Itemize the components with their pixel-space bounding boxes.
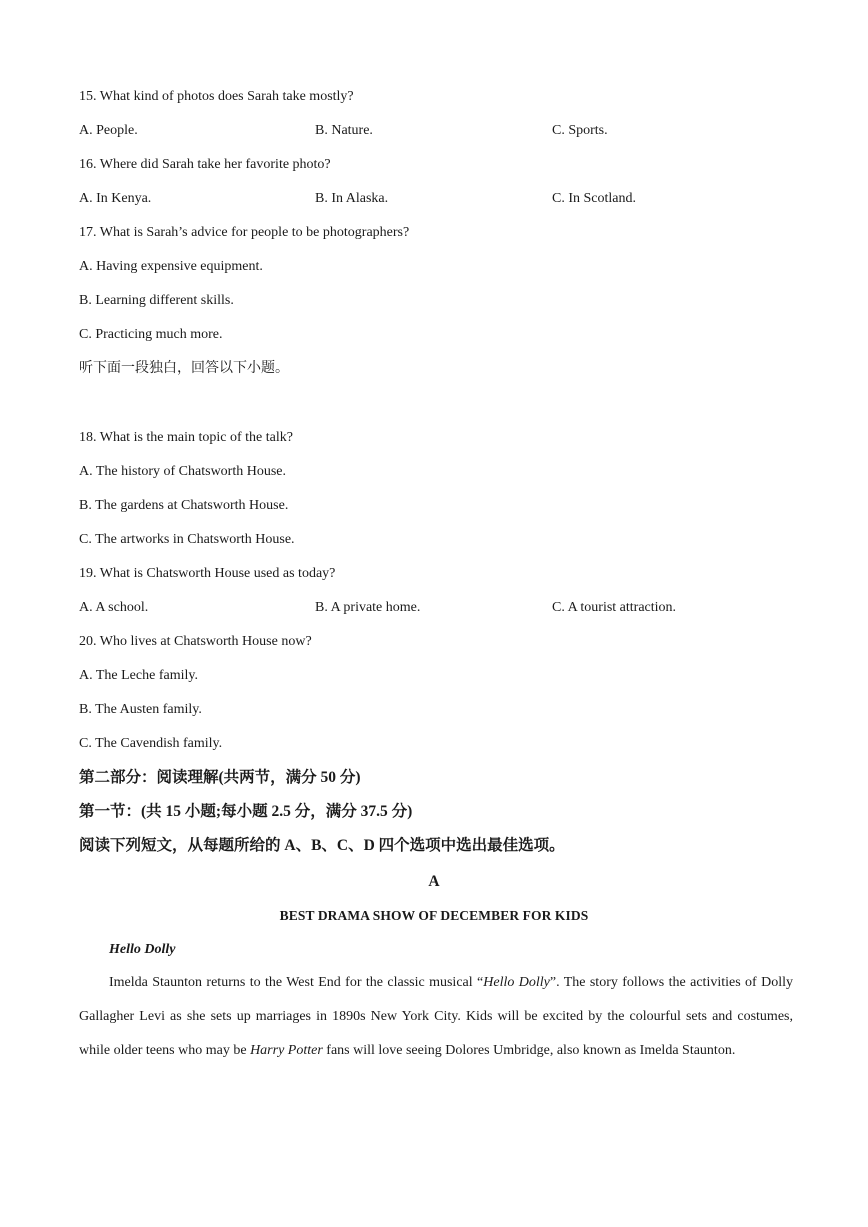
question-16: 16. Where did Sarah take her favorite photo? [79,157,331,172]
q17-option-a: A. Having expensive equipment. [79,259,263,274]
q16-option-b: B. In Alaska. [315,191,389,206]
q19-option-a: A. A school. [79,600,149,615]
q18-option-b: B. The gardens at Chatsworth House. [79,498,289,513]
question-17: 17. What is Sarah’s advice for people to be photographers? [79,225,410,240]
p1-italic-hello-dolly: Hello Dolly [483,975,550,990]
q18-option-a: A. The history of Chatsworth House. [79,464,286,479]
q15-option-c: C. Sports. [552,123,608,138]
passage-title: BEST DRAMA SHOW OF DECEMBER FOR KIDS [279,908,589,923]
q18-option-c: C. The artworks in Chatsworth House. [79,532,295,547]
q15-option-b: B. Nature. [315,123,373,138]
q16-option-c: C. In Scotland. [552,191,636,206]
question-18: 18. What is the main topic of the talk? [79,430,293,445]
p1-text-3: fans will love seeing Dolores Umbridge, also known as Imelda Staunton. [322,1043,736,1058]
section1-heading: 第一节：(共 15 小题;每小题 2.5 分，满分 37.5 分) [79,803,413,820]
monologue-intro: 听下面一段独白，回答以下小题。 [79,361,289,376]
q20-option-a: A. The Leche family. [79,668,198,683]
passage-letter: A [428,873,440,890]
q16-option-a: A. In Kenya. [79,191,152,206]
part2-heading: 第二部分：阅读理解(共两节，满分 50 分) [79,769,361,786]
passage-paragraph-1 [79,966,793,1068]
question-15: 15. What kind of photos does Sarah take mostly? [79,89,354,104]
q17-option-c: C. Practicing much more. [79,327,223,342]
p1-text-2: ”. The story follows the activities of Dolly Gallagher Levi as she sets up marriages in 1890s New York City. Kids will be excited by the colourful sets and costumes, while older teens who may be [79,975,794,1058]
q20-option-c: C. The Cavendish family. [79,736,223,751]
reading-instruction: 阅读下列短文，从每题所给的 A、B、C、D 四个选项中选出最佳选项。 [79,837,565,854]
p1-italic-harry-potter: Harry Potter [250,1043,323,1058]
q17-option-b: B. Learning different skills. [79,293,234,308]
question-19: 19. What is Chatsworth House used as today? [79,566,336,581]
passage-subtitle: Hello Dolly [109,942,176,957]
q19-option-b: B. A private home. [315,600,421,615]
p1-text-1: Imelda Staunton returns to the West End for the classic musical “ [109,975,484,990]
q19-option-c: C. A tourist attraction. [552,600,677,615]
q20-option-b: B. The Austen family. [79,702,202,717]
question-20: 20. Who lives at Chatsworth House now? [79,634,312,649]
q15-option-a: A. People. [79,123,138,138]
